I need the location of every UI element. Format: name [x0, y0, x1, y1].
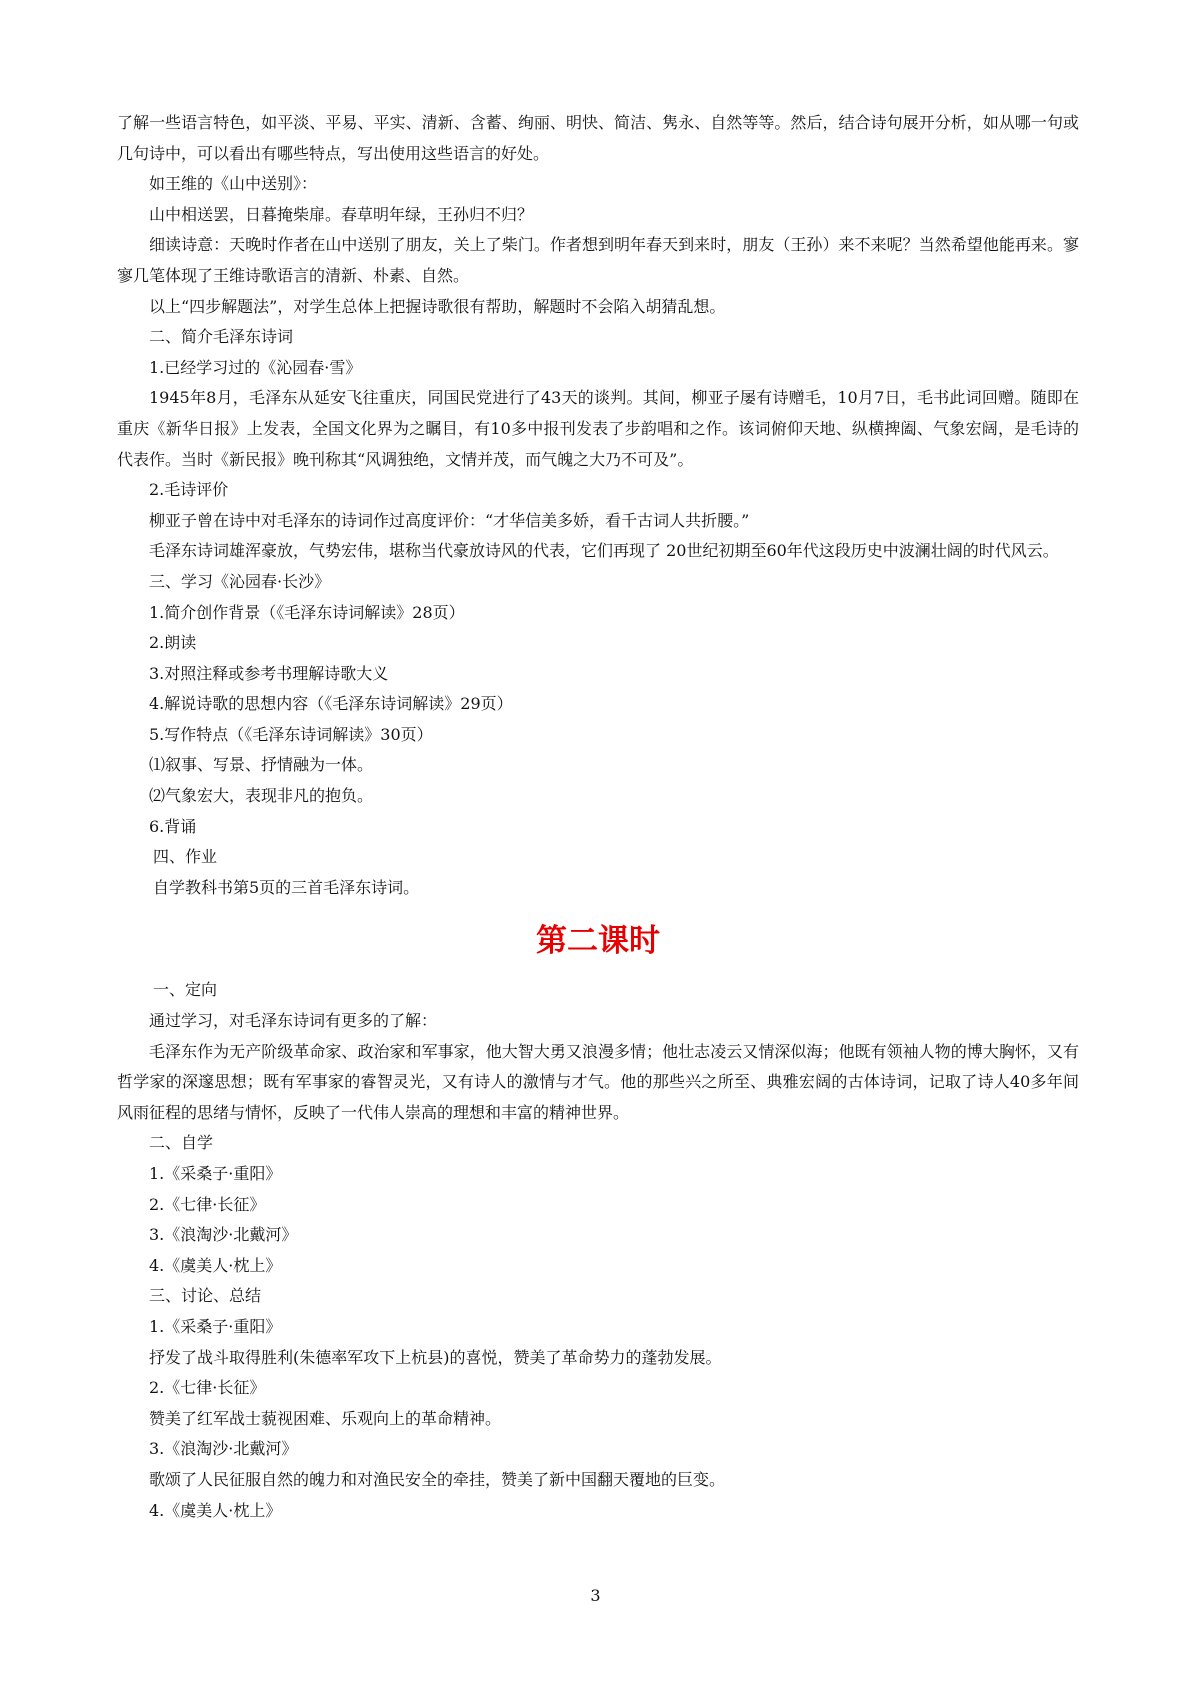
- section-heading-mao-poetry-intro: 二、简介毛泽东诗词: [149, 327, 294, 347]
- section-heading-orientation: 一、定向: [153, 980, 218, 1000]
- list-item-read-aloud: 2.朗读: [149, 633, 197, 653]
- paragraph-example-intro: 如王维的《山中送别》：: [149, 174, 318, 194]
- paragraph-poem-reading: 细读诗意：天晚时作者在山中送别了朋友，关上了柴门。作者想到明年春天到来时，朋友（王孙）来不来呢？当然希望他能再来。寥寥几笔体现了王维诗歌语言的清新、朴素、自然。: [117, 235, 1079, 285]
- list-subitem-feature-1: ⑴叙事、写景、抒情融为一体。: [149, 755, 374, 775]
- list-item-self-study-1: 1.《采桑子·重阳》: [149, 1164, 282, 1183]
- list-item-discussion-1: 1.《采桑子·重阳》: [149, 1316, 282, 1336]
- section-heading-self-study: 二、自学: [149, 1133, 214, 1153]
- paragraph-language-features: 了解一些语言特色，如平淡、平易、平实、清新、含蓄、绚丽、明快、简洁、隽永、自然等等。然后，结合诗句展开分析，如从哪一句或几句诗中，可以看出有哪些特点，写出使用这些语言的好处。: [117, 113, 1079, 163]
- list-item-self-study-3: 3.《浪淘沙·北戴河》: [149, 1225, 298, 1245]
- list-item-learned-poem: 1.已经学习过的《沁园春·雪》: [149, 357, 362, 377]
- lesson-heading: 第二课时: [536, 923, 660, 960]
- paragraph-poetry-style: 毛泽东诗词雄浑豪放，气势宏伟，堪称当代豪放诗风的代表，它们再现了 20世纪初期至60年代这段历史中波澜壮阔的时代风云。: [149, 541, 1059, 561]
- list-subitem-feature-2: ⑵气象宏大，表现非凡的抱负。: [149, 786, 374, 806]
- paragraph-discussion-1: 抒发了战斗取得胜利(朱德率军攻下上杭县)的喜悦，赞美了革命势力的蓬勃发展。: [149, 1347, 722, 1367]
- paragraph-poem-lines: 山中相送罢，日暮掩柴扉。春草明年绿，王孙归不归？: [149, 204, 534, 224]
- paragraph-1945-background: 1945年8月，毛泽东从延安飞往重庆，同国民党进行了43天的谈判。其间，柳亚子屡有诗赠毛，10月7日，毛书此词回赠。随即在重庆《新华日报》上发表，全国文化界为之瞩目，有10多中报刊发表了步韵唱和之作。该词俯仰天地、纵横捭阖、气象宏阔，是毛诗的代表作。当时《新民报》晚刊称其“风调独绝，文情并茂，而气魄之大乃不可及”。: [117, 388, 1079, 469]
- paragraph-liu-yazi-evaluation: 柳亚子曾在诗中对毛泽东的诗词作过高度评价：“才华信美多娇，看千古词人共折腰。”: [149, 510, 750, 530]
- list-item-discussion-4: 4.《虞美人·枕上》: [149, 1500, 282, 1520]
- page-content: [117, 108, 1079, 1526]
- paragraph-discussion-2: 赞美了红军战士藐视困难、乐观向上的革命精神。: [149, 1408, 502, 1428]
- section-heading-discussion: 三、讨论、总结: [149, 1286, 262, 1306]
- paragraph-learning-goal: 通过学习，对毛泽东诗词有更多的了解：: [149, 1011, 438, 1031]
- paragraph-homework: 自学教科书第5页的三首毛泽东诗词。: [153, 877, 420, 897]
- list-item-self-study-2: 2.《七律·长征》: [149, 1194, 266, 1214]
- list-item-ideas: 4.解说诗歌的思想内容（《毛泽东诗词解读》29页）: [149, 694, 513, 714]
- list-item-understand-meaning: 3.对照注释或参考书理解诗歌大义: [149, 663, 389, 683]
- list-item-discussion-3: 3.《浪淘沙·北戴河》: [149, 1439, 298, 1459]
- paragraph-mao-description: 毛泽东作为无产阶级革命家、政治家和军事家，他大智大勇又浪漫多情；他壮志凌云又情深似海；他既有领袖人物的博大胸怀，又有哲学家的深邃思想；既有军事家的睿智灵光，又有诗人的激情与才气。他的那些兴之所至、典雅宏阔的古体诗词，记取了诗人40多年间风雨征程的思绪与情怀，反映了一代伟人崇高的理想和丰富的精神世界。: [117, 1041, 1079, 1122]
- list-item-self-study-4: 4.《虞美人·枕上》: [149, 1255, 282, 1275]
- page-number: 3: [590, 1586, 601, 1605]
- list-item-background: 1.简介创作背景（《毛泽东诗词解读》28页）: [149, 602, 465, 622]
- list-item-writing-features: 5.写作特点（《毛泽东诗词解读》30页）: [149, 724, 433, 744]
- paragraph-four-step-method: 以上“四步解题法”，对学生总体上把握诗歌很有帮助，解题时不会陷入胡猜乱想。: [149, 296, 726, 316]
- paragraph-discussion-3: 歌颂了人民征服自然的魄力和对渔民安全的牵挂，赞美了新中国翻天覆地的巨变。: [149, 1469, 726, 1489]
- section-heading-homework: 四、作业: [153, 847, 218, 867]
- list-item-discussion-2: 2.《七律·长征》: [149, 1378, 266, 1398]
- list-item-mao-poetry-evaluation: 2.毛诗评价: [149, 480, 229, 500]
- section-heading-changsha: 三、学习《沁园春·长沙》: [149, 571, 331, 591]
- list-item-recite: 6.背诵: [149, 816, 197, 836]
